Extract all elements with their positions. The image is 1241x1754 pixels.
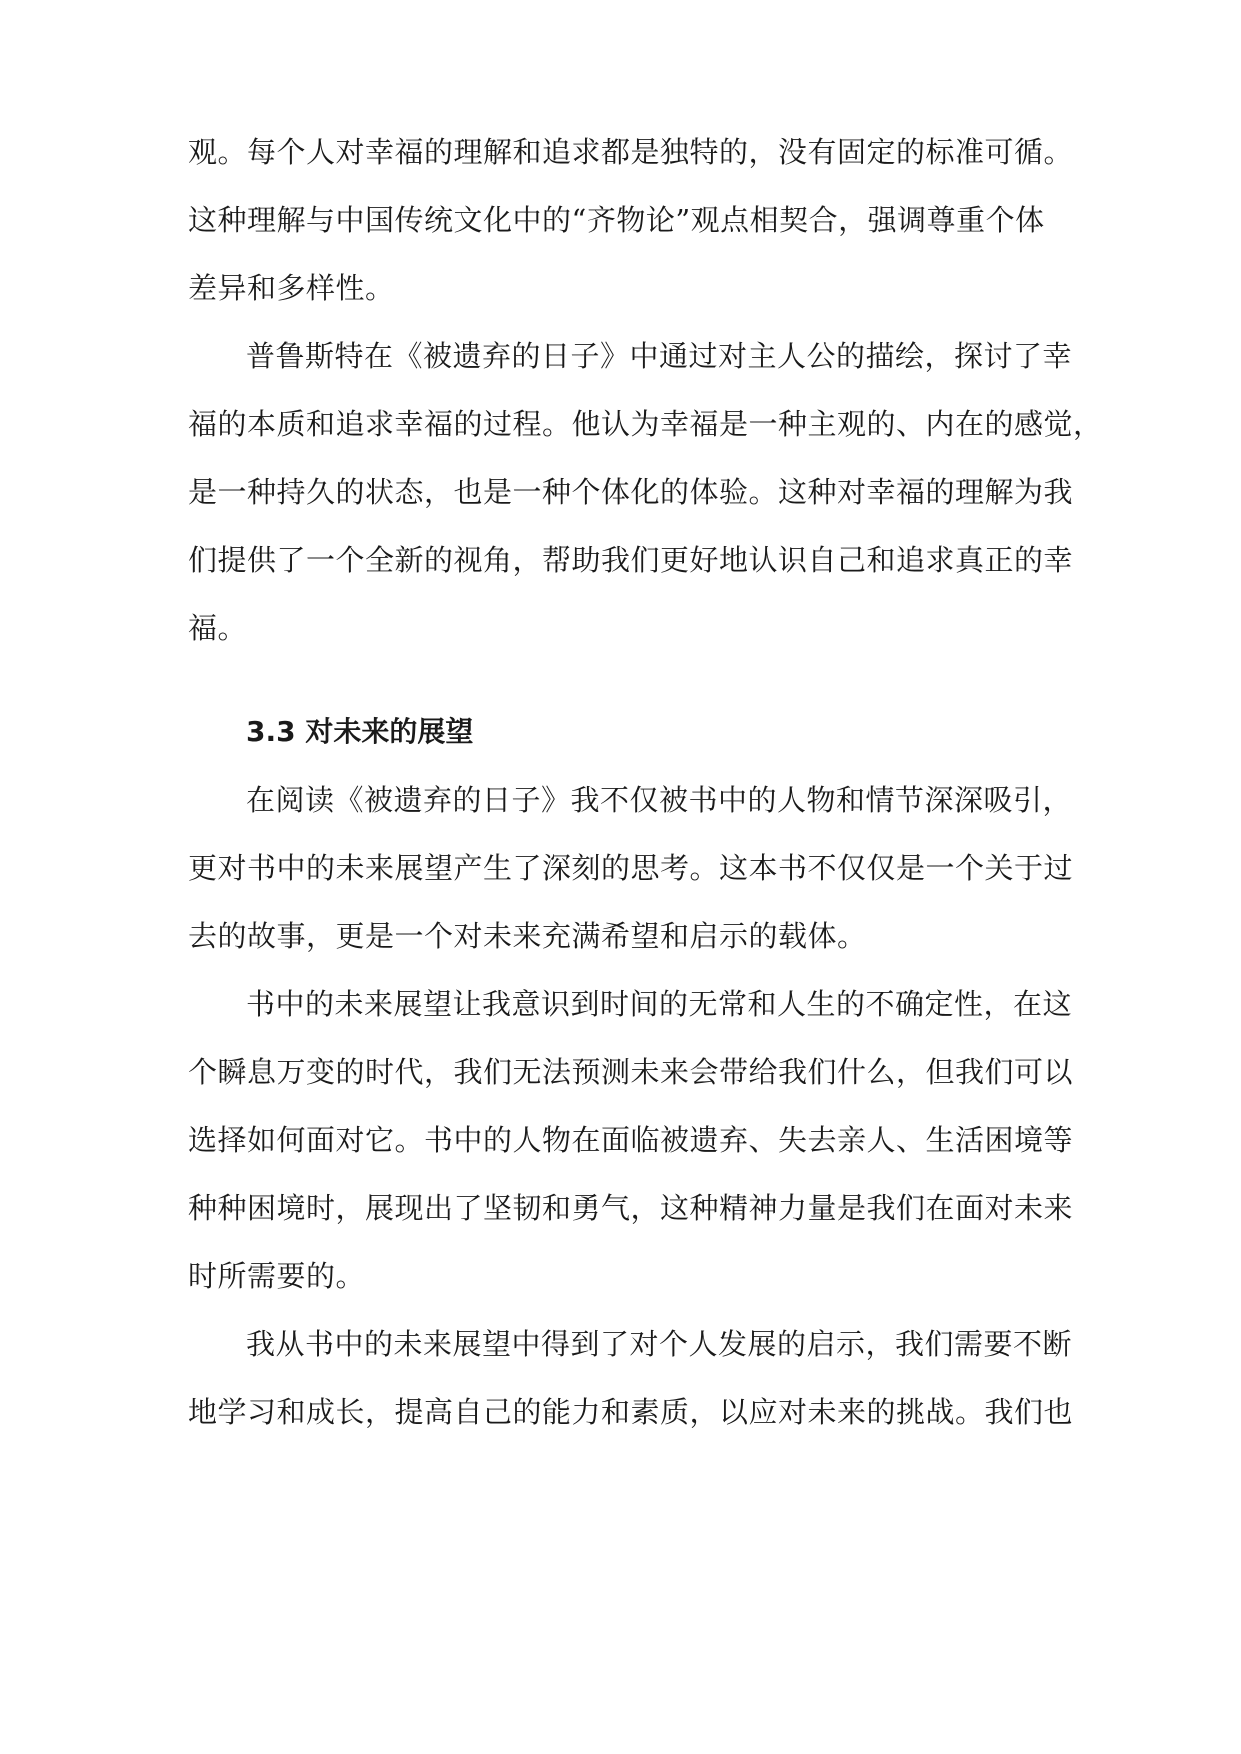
paragraph-line: 们提供了一个全新的视角，帮助我们更好地认识自己和追求真正的幸 xyxy=(188,543,1074,577)
paragraph-line: 种种困境时，展现出了坚韧和勇气，这种精神力量是我们在面对未来 xyxy=(188,1191,1074,1225)
paragraph-line: 是一种持久的状态，也是一种个体化的体验。这种对幸福的理解为我 xyxy=(188,475,1074,509)
paragraph-line: 书中的未来展望让我意识到时间的无常和人生的不确定性，在这 xyxy=(246,987,1073,1021)
paragraph-line: 时所需要的。 xyxy=(188,1259,366,1293)
paragraph-line: 福的本质和追求幸福的过程。他认为幸福是一种主观的、内在的感觉， xyxy=(188,407,1103,441)
paragraph-line: 福。 xyxy=(188,611,248,645)
paragraph-line: 普鲁斯特在《被遗弃的日子》中通过对主人公的描绘，探讨了幸 xyxy=(246,339,1073,373)
section-heading: 3.3 对未来的展望 xyxy=(246,715,474,748)
paragraph-line: 去的故事，更是一个对未来充满希望和启示的载体。 xyxy=(188,919,867,953)
paragraph-line: 我从书中的未来展望中得到了对个人发展的启示，我们需要不断 xyxy=(246,1327,1073,1361)
paragraph-line: 个瞬息万变的时代，我们无法预测未来会带给我们什么，但我们可以 xyxy=(188,1055,1074,1089)
paragraph-line: 地学习和成长，提高自己的能力和素质，以应对未来的挑战。我们也 xyxy=(188,1395,1074,1429)
paragraph-line: 这种理解与中国传统文化中的“齐物论”观点相契合，强调尊重个体 xyxy=(188,203,1045,237)
paragraph-line: 在阅读《被遗弃的日子》我不仅被书中的人物和情节深深吸引， xyxy=(246,783,1073,817)
paragraph-line: 观。每个人对幸福的理解和追求都是独特的，没有固定的标准可循。 xyxy=(188,135,1074,169)
paragraph-line: 差异和多样性。 xyxy=(188,271,395,305)
paragraph-line: 更对书中的未来展望产生了深刻的思考。这本书不仅仅是一个关于过 xyxy=(188,851,1074,885)
paragraph-line: 选择如何面对它。书中的人物在面临被遗弃、失去亲人、生活困境等 xyxy=(188,1123,1074,1157)
